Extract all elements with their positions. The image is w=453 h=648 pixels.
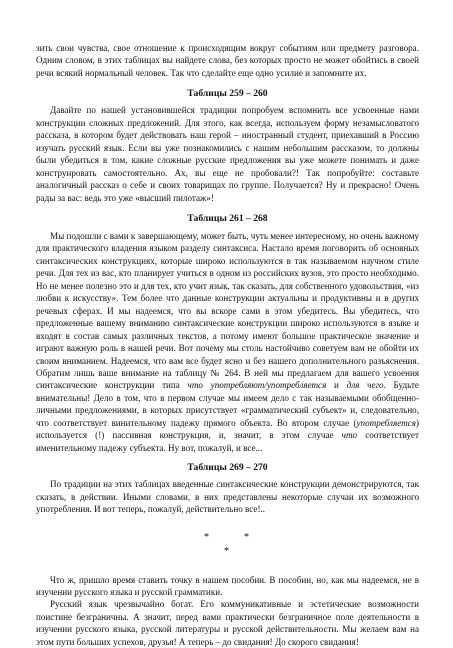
text-run: ) используется (!) пассивная конструкция, и, значит, в этом случае (36, 417, 419, 441)
text-run: и (326, 380, 347, 391)
asterisk: * (244, 531, 249, 543)
asterisk: * (224, 545, 229, 557)
intro-paragraph: зить свои чувства, свое отношение к происходящим вокруг событиям или предмету разговора. Одним словом, в этих таблицах вы найдете слова, без которых просто не может обойтись в своей речи всякий нормальный человек. Так что сделайте еще одно усилие и запомните их. (36, 43, 419, 78)
closing-paragraph-2: Русский язык чрезвычайно богат. Его коммуникативные и эстетические возможности поистине безграничны. А значит, перед вами практически безграничное поле деятельности в изучении русского языка, русской литературы и русской действительности. Мы желаем вам на этом пути больших успехов, друзья! А теперь – до свидания! До скорого свидания! (36, 599, 419, 647)
italic-run: что (341, 430, 358, 441)
section-heading-259-260: Таблицы 259 – 260 (187, 88, 268, 100)
text-run: Мы подошли с вами к завершающему, может быть, чуть менее интересному, но очень важному для практического владения языком разделу синтаксиса. Настало время поговорить об основных синтаксических конструкциях, которые широко используются в так называемом научном стиле речи. Для тех из вас, кто планирует учиться в одном из российских вузов, это просто необходимо. Но не менее полезно это и для тех, кто учит язык, так сказать, для собственного удовольствия, «из любви к искусству». Тем более что данные конструкции актуальны и продуктивны и в других речевых сферах. И мы надеемся, что вы вскоре сами в этом убедитесь. Вы убедитесь, что предложенные вашему вниманию синтаксические конструкции широко используются в языке и входят в состав самых различных текстов, а потому имеют большое практическое значение и играют важную роль в нашей речи. Вот почему мы столь настойчиво советуем вам не обойти их своим вниманием. Надеемся, что вам все будет ясно и без нашего дополнительного разъяснения. Обратим лишь ваше внимание на таблицу № 264. В ней мы предлагаем для вашего усвоения синтаксические конструкции типа (36, 230, 419, 391)
section-2-paragraph (36, 230, 419, 454)
italic-run: для чего (346, 380, 384, 391)
section-heading-261-268: Таблицы 261 – 268 (187, 212, 268, 224)
text-run: . Будьте внимательны! Дело в том, что в первом случае мы имеем дело с так называемыми обобщенно-личными предложениями, в которых присутствует «грамматический субъект» и, следовательно, что соответствует винительному падежу прямого объекта. Во втором случае ( (36, 380, 419, 428)
section-heading-269-270: Таблицы 269 – 270 (187, 462, 268, 474)
italic-run: употребляется (356, 417, 416, 428)
closing-paragraph-1: Что ж, пришло время ставить точку в нашем пособии. В пособии, но, как мы надеемся, не в изучении русского языка и русской грамматики. (36, 574, 419, 597)
section-3-paragraph: По традиции на этих таблицах введенные синтаксические конструкции демонстрируются, так сказать, в действии. Иными словами, в них представлены некоторые случаи их возможного употребления. И вот теперь, пожалуй, действительно все!.. (36, 479, 419, 515)
text-run: соответствует именительному падежу субъекта. Ну вот, пожалуй, и все... (36, 430, 419, 453)
section-1-paragraph: Давайте по нашей установившейся традиции попробуем вспомнить все усвоенные нами конструкции сложных предложений. Для этого, как всегда, используем форму незамысловатого рассказа, в котором будет действовать наш герой – иностранный студент, приехавший в Россию изучать русский язык. Если вы уже познакомились с нашим небольшим рассказом, то должны были убедиться в том, какие сложные русские предложения вы уже можете понимать и даже конструировать самостоятельно. Ах, вы еще не пробовали?! Так попробуйте: составьте аналогичный рассказ о себе и своих товарищах по группе. Получается? Ну и прекрасно! Очень рады за вас: ведь это уже «высший пилотаж»! (36, 105, 419, 203)
asterisk: * (204, 531, 209, 543)
page-content (36, 42, 419, 648)
italic-run: что употребляют/употребляется (187, 380, 327, 391)
asterism-separator (36, 526, 419, 570)
